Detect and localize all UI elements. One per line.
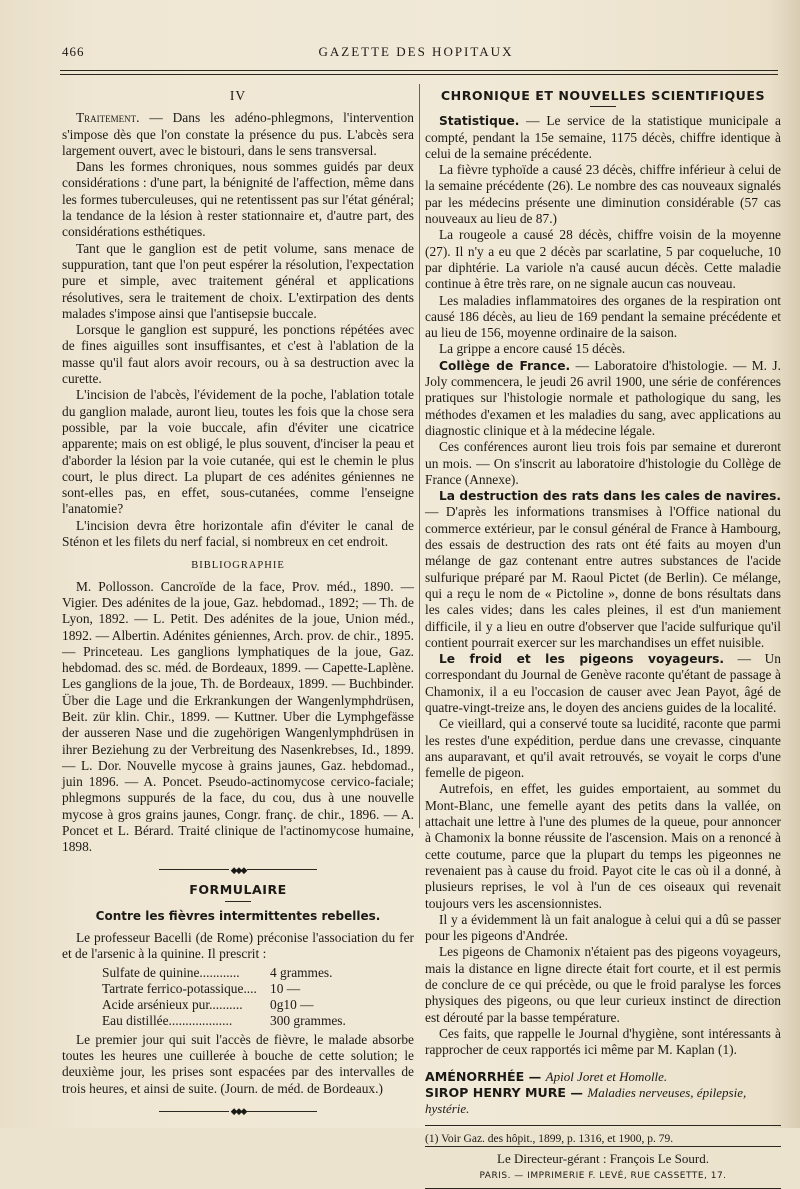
advertisement: [425, 1069, 781, 1085]
prescription-row: [62, 1013, 414, 1029]
news-heading: Statistique.: [439, 114, 520, 129]
advertisement: [425, 1085, 781, 1118]
news-heading: Le froid et les pigeons voyageurs.: [439, 652, 725, 667]
header-rule-secondary: [60, 74, 778, 75]
news-heading: La destruction des rats dans les cales de navires.: [439, 489, 781, 504]
page-number: 466: [62, 44, 85, 59]
paragraph: [425, 488, 781, 651]
paragraph: [425, 358, 781, 439]
paragraph-text: — Laboratoire d'histologie. — M. J. Joly commencera, le jeudi 26 avril 1900, une série de conférences pratiques sur l'histologie normale et pathologique du sang, les méthodes d'examen et les maladies du sang, avec applications au diagnostic clinique et à la médecine légale.: [425, 357, 781, 438]
header-rule: [60, 70, 778, 71]
paragraph: L'incision de l'abcès, l'évidement de la poche, l'ablation totale du ganglion malade, auront lieu, toutes les fois que la chose sera possible, par la voie buccale, afin d'éviter une cicatrice apparente; mais on est obligé, le plus souvent, d'inciser la peau et d'aborder la lésion par la voie cutanée, qui est le chemin le plus court, le plus direct. La plupart de ces adénites géniennes ne sont-elles pas, en effet, sous-cutanées, comme l'enseigne l'anatomie?: [62, 387, 414, 517]
advertisement-text: Apiol Joret et Homolle.: [545, 1068, 668, 1084]
paragraph-text: — Dans les adéno-phlegmons, l'intervention s'impose dès que l'on constate la présence du pus. L'abcès sera largement ouvert, avec le bistouri, dans le sens transversal.: [62, 110, 414, 158]
paragraph: La fièvre typhoïde a causé 23 décès, chiffre inférieur à celui de la semaine précédente (26). Le nombre des cas nouveaux signalés par les médecins présente une diminution considérable (57 cas nouveaux au lieu de 87.): [425, 162, 781, 227]
paragraph: Il y a évidemment là un fait analogue à celui qui a dû se passer pour les pigeons d'Andrée.: [425, 911, 781, 944]
paragraph: Les pigeons de Chamonix n'étaient pas des pigeons voyageurs, mais la distance en ligne directe était fort courte, et il est permis de conclure de ce qui précède, ou que le froid paralyse les forces physiques des pigeons, ou que leur curieux instinct de direction est dérouté par la basse température.: [425, 944, 781, 1025]
ingredient-quantity: 0g10 —: [270, 997, 314, 1013]
prescription-row: [62, 997, 414, 1013]
paragraph: [425, 651, 781, 716]
advertisement-text: Maladies nerveuses, épilepsie, hystérie.: [425, 1084, 747, 1117]
paragraph: [425, 113, 781, 162]
paragraph-text: — Un correspondant du Journal de Genève raconte qu'étant de passage à Chamonix, il a eu l'occasion de causer avec Jean Payot, âgé de quatre-vingt-treize ans, le doyen des anciens guides de la localité.: [425, 651, 781, 715]
paragraph: Ce vieillard, qui a conservé toute sa lucidité, raconte que parmi les restes d'une expédition, perdue dans une crevasse, cinquante ans auparavant, et qu'il avait retrouvés, se voyait le corps d'une femelle de pigeon.: [425, 716, 781, 781]
prescription-row: [62, 965, 414, 981]
printer-line: PARIS. — IMPRIMERIE F. LEVÉ, RUE CASSETTE, 17.: [479, 1170, 727, 1181]
prescription-row: [62, 981, 414, 997]
news-heading: Collège de France.: [439, 358, 571, 373]
ingredient-quantity: 10 —: [270, 980, 301, 996]
column-divider: [419, 84, 420, 828]
paragraph: [62, 110, 414, 159]
formulaire-subtitle: Contre les fièvres intermittentes rebelles.: [95, 908, 381, 923]
running-head: [62, 44, 770, 64]
paragraph: Le premier jour qui suit l'accès de fièvre, le malade absorbe toutes les heures une cuillerée à bouche de cette solution; le deuxième jour, les prises sont espacées par des intervalles de trois heures, et ainsi de suite. (Journ. de méd. de Bordeaux.): [62, 1031, 414, 1096]
ingredient-quantity: 300 grammes.: [270, 1013, 346, 1029]
formulaire-title: FORMULAIRE: [189, 882, 287, 898]
treatment-lead: Traitement.: [76, 110, 140, 126]
bibliography-text: M. Pollosson. Cancroïde de la face, Prov. méd., 1890. — Vigier. Des adénites de la joue, Gaz. hebdomad., 1892; — Th. de Lyon, 1892. — L. Petit. Des adénites de la joue, Union méd., 1892. — Albertin. Adénites géniennes, Arch. prov. de chir., 1895. — Princeteau. Les ganglions lymphatiques de la joue, Gaz. hebdomad. des sc. méd. de Bordeaux, 1899. — Capette-Laplène. Les ganglions de la joue, Th. de Bordeaux, 1899. — Buchbinder. Über die Lage und die Erkrankungen der Wangenlymphdrüsen, Beit. zür klin. Chir., 1899. — Kuttner. Uber die Lymphgefässe der ausseren Nase und die zugehörigen Wangenlymphdrüsen in ihrer Beziehung zu der Verbreitung des Nasenkrebses, Id., 1899. — L. Dor. Nouvelle mycose à grains jaunes, Gaz. hebdomad., juin 1896. — A. Poncet. Pseudo-actinomycose cervico-faciale; phlegmons suppurés de la face, du cou, dus à une nouvelle mycose à gros grains jaunes, Congr. franç. de chir., 1896. — A. Poncet et L. Bérard. Traité clinique de l'actinomycose humaine, 1898.: [62, 578, 414, 855]
paragraph: Ces conférences auront lieu trois fois par semaine et dureront un mois. — On s'inscrit au laboratoire d'histologie du Collège de France (Annexe).: [425, 439, 781, 487]
advertisements: [425, 1069, 781, 1118]
paragraph: Lorsque le ganglion est suppuré, les ponctions répétées avec de fines aiguilles sont insuffisantes, et c'est à l'ablation de la masse qu'il faut alors avoir recours, ou à sa destruction avec la curette.: [62, 322, 414, 387]
ingredient-quantity: 4 grammes.: [270, 964, 333, 980]
section-ornament: ◆◆◆: [62, 862, 414, 879]
ingredient-name: Sulfate de quinine............: [102, 964, 240, 980]
left-column: [62, 84, 414, 1116]
paragraph: Autrefois, en effet, les guides emportaient, au sommet du Mont-Blanc, une femelle ayant des petits dans la vallée, on attachait une lettre à l'une des plumes de la queue, pour annoncer à Chamonix la bonne réussite de l'ascension. Mais on a renoncé à cette coutume, parce que la plupart du temps les pigeonnes ne revenaient pas à cause du froid. Payot cite le cas où il a donné, à plusieurs reprises, le vol à l'un de ces oiseaux qui revenait toujours vers les ascensionnistes.: [425, 781, 781, 911]
title-rule: [225, 901, 251, 902]
prescription: [62, 965, 414, 1030]
paragraph-text: — Le service de la statistique municipale a compté, pendant la 15e semaine, 1175 décès, chiffre identique à celui de la semaine précédente.: [425, 113, 781, 161]
advertisement-title: AMÉNORRHÉE —: [425, 1068, 542, 1084]
section-number: IV: [229, 88, 247, 103]
footnote-rule: [425, 1125, 781, 1126]
ingredient-name: Eau distillée...................: [102, 1013, 233, 1029]
advertisement-title: SIROP HENRY MURE —: [425, 1084, 584, 1100]
title-rule: [590, 106, 616, 107]
paragraph: La rougeole a causé 28 décès, chiffre voisin de la moyenne (27). Il n'y a eu que 2 décès par scarlatine, 5 par coqueluche, 10 par diphtérie. La variole n'a causé aucun décès. Cette maladie continue à être très rare, on ne signale aucun cas nouveau.: [425, 227, 781, 292]
bibliography: [62, 579, 414, 856]
paragraph: Dans les formes chroniques, nous sommes guidés par deux considérations : d'une part, la bénignité de l'affection, même dans les formes tuberculeuses, qui ne retentissent pas sur l'état général; la tendance de la lésion à rester stationnaire et, d'autre part, des considérations esthétiques.: [62, 159, 414, 240]
paragraph: Tant que le ganglion est de petit volume, sans menace de suppuration, tant que l'on peut espérer la résolution, l'expectation pure et simple, avec traitement général et applications résolutives, sera le traitement de choix. L'extirpation des dents malades s'impose ainsi que l'antisepsie buccale.: [62, 240, 414, 321]
footnote: (1) Voir Gaz. des hôpit., 1899, p. 1316, et 1900, p. 79.: [425, 1133, 674, 1146]
right-column: [425, 84, 781, 1181]
paragraph: Les maladies inflammatoires des organes de la respiration ont causé 186 décès, au lieu de 169 pendant la semaine précédente et au lieu de 156, moyenne ordinaire de la saison.: [425, 292, 781, 341]
journal-title: GAZETTE DES HOPITAUX: [318, 44, 514, 59]
director-line: Le Directeur-gérant : François Le Sourd.: [425, 1146, 781, 1167]
bibliography-title: BIBLIOGRAPHIE: [191, 560, 285, 572]
ingredient-name: Acide arsénieux pur..........: [102, 997, 243, 1013]
paragraph-text: — D'après les informations transmises à l'Office national du commerce extérieur, par le consul général de France à Hambourg, des essais de destruction des rats ont été faits au moyen d'un mélange de gaz contenant entre autres substances de l'acide sulfurique préparé par M. Raoul Pictet (de Berlin). Ce mélange, qui a reçu le nom de « Pictoline », donne de bons résultats dans les cales vides; dans les cales pleines, il est d'un maniement difficile, il y a lieu en outre d'observer que l'acide sulfurique qu'il contient pourrait exercer sur les marchandises un effet nuisible.: [425, 504, 781, 650]
paragraph: Le professeur Bacelli (de Rome) préconise l'association du fer et de l'arsenic à la quinine. Il prescrit :: [62, 930, 414, 962]
paragraph: La grippe a encore causé 15 décès.: [439, 341, 626, 357]
section-ornament: ◆◆◆: [62, 1103, 414, 1120]
chronique-title: CHRONIQUE ET NOUVELLES SCIENTIFIQUES: [440, 88, 766, 103]
paragraph: Ces faits, que rappelle le Journal d'hygiène, sont intéressants à rapprocher de ceux rapportés ici même par M. Kaplan (1).: [425, 1025, 781, 1058]
paragraph: L'incision devra être horizontale afin d'éviter le canal de Sténon et les filets du nerf facial, si nombreux en cet endroit.: [62, 517, 414, 550]
ingredient-name: Tartrate ferrico-potassique....: [102, 980, 257, 996]
